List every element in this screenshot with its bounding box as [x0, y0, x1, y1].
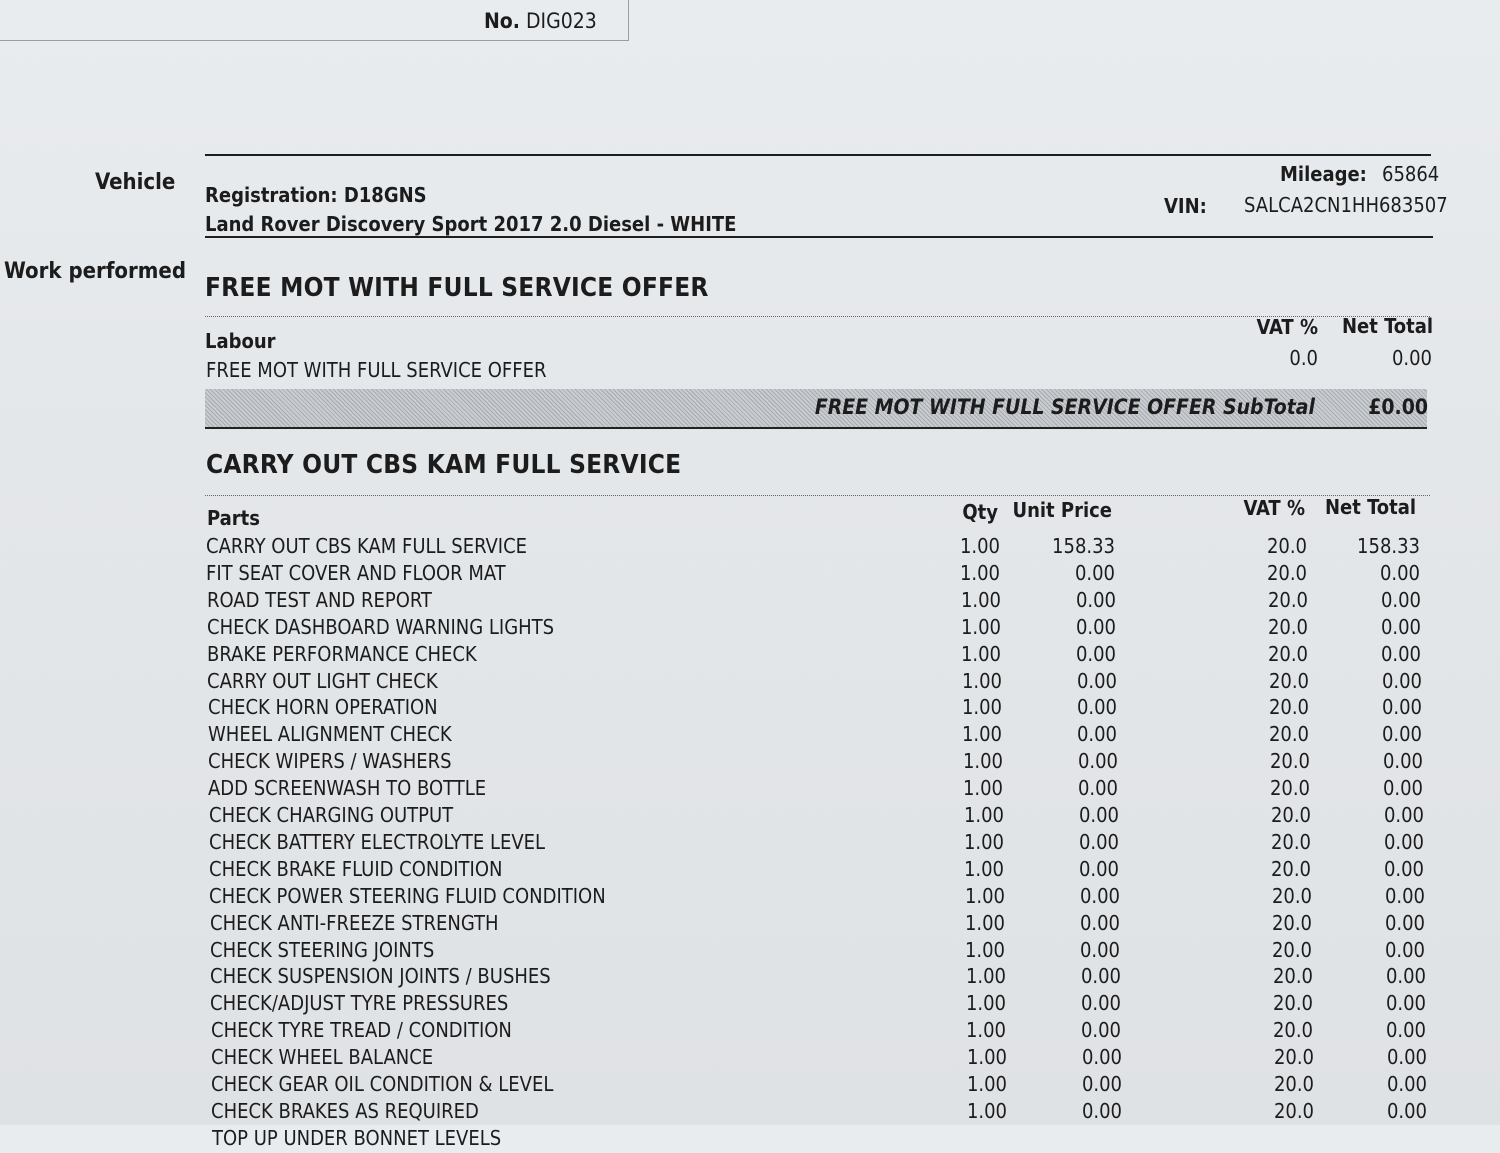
table-row: [0, 830, 1500, 857]
part-description: CARRY OUT LIGHT CHECK: [207, 668, 438, 693]
part-qty: 1.00: [966, 1072, 1007, 1096]
part-description: TOP UP UNDER BONNET LEVELS: [212, 1125, 502, 1150]
table-row: [0, 1099, 1500, 1126]
part-unit-price: 0.00: [1074, 560, 1115, 585]
part-net-total: 0.00: [1386, 1045, 1427, 1070]
part-qty: 1.00: [965, 964, 1006, 989]
invoice-number-label: No.: [484, 9, 520, 33]
part-net-total: 0.00: [1382, 749, 1423, 774]
part-qty: 1.00: [960, 587, 1001, 612]
part-qty: 1.00: [966, 1098, 1007, 1123]
invoice-number-box: [0, 0, 629, 41]
vehicle-bottom-rule: [205, 236, 1433, 238]
part-vat: 20.0: [1273, 1098, 1314, 1123]
table-row: [0, 991, 1500, 1018]
part-unit-price: 0.00: [1077, 749, 1118, 774]
table-row: [0, 534, 1500, 561]
part-description: CHECK BATTERY ELECTROLYTE LEVEL: [209, 829, 546, 854]
part-vat: 20.0: [1269, 776, 1310, 801]
part-vat: 20.0: [1268, 668, 1309, 693]
table-row: [0, 938, 1500, 965]
part-unit-price: 0.00: [1081, 1045, 1122, 1070]
part-net-total: 0.00: [1383, 803, 1424, 827]
part-vat: 20.0: [1266, 534, 1307, 558]
part-unit-price: 158.33: [1052, 534, 1115, 558]
part-unit-price: 0.00: [1079, 910, 1120, 935]
part-unit-price: 0.00: [1075, 641, 1116, 666]
part-vat: 20.0: [1272, 991, 1313, 1016]
table-row: [0, 911, 1500, 938]
part-net-total: 0.00: [1384, 883, 1425, 908]
part-vat: 20.0: [1267, 641, 1308, 666]
table-row: [0, 1018, 1500, 1045]
job1-title: FREE MOT WITH FULL SERVICE OFFER: [205, 273, 709, 303]
part-vat: 20.0: [1267, 587, 1308, 612]
part-qty: 1.00: [965, 991, 1006, 1016]
part-net-total: 0.00: [1379, 560, 1420, 585]
part-net-total: 0.00: [1380, 614, 1421, 639]
table-row: [0, 642, 1500, 669]
part-description: CHECK DASHBOARD WARNING LIGHTS: [207, 614, 555, 639]
part-vat: 20.0: [1270, 856, 1311, 881]
vin-value: SALCA2CN1HH683507: [1244, 193, 1448, 217]
part-description: CHECK HORN OPERATION: [208, 695, 438, 720]
part-net-total: 0.00: [1385, 1018, 1426, 1043]
vehicle-registration: Registration: D18GNS: [205, 183, 427, 207]
table-row: [0, 669, 1500, 696]
part-qty: 1.00: [960, 641, 1001, 666]
work-performed-label: Work performed: [4, 259, 187, 284]
net-total-header: Net Total: [1324, 495, 1416, 519]
vin-label: VIN:: [1164, 194, 1207, 218]
job1-section-label: Labour: [205, 329, 276, 353]
part-vat: 20.0: [1273, 1072, 1314, 1096]
part-unit-price: 0.00: [1078, 803, 1119, 827]
part-unit-price: 0.00: [1078, 856, 1119, 881]
table-row: [0, 561, 1500, 588]
vehicle-description: Land Rover Discovery Sport 2017 2.0 Diesel - WHITE: [205, 212, 737, 236]
part-description: CHECK WIPERS / WASHERS: [208, 749, 452, 774]
part-qty: 1.00: [962, 776, 1003, 801]
part-unit-price: 0.00: [1079, 883, 1120, 908]
part-unit-price: 0.00: [1078, 829, 1119, 854]
part-description: FIT SEAT COVER AND FLOOR MAT: [206, 560, 506, 585]
part-unit-price: 0.00: [1075, 587, 1116, 612]
part-description: CHECK BRAKE FLUID CONDITION: [209, 856, 503, 881]
part-unit-price: 0.00: [1075, 614, 1116, 639]
part-net-total: 0.00: [1381, 668, 1422, 693]
part-net-total: 0.00: [1384, 937, 1425, 962]
part-vat: 20.0: [1273, 1045, 1314, 1070]
part-qty: 1.00: [959, 560, 1000, 585]
part-net-total: 0.00: [1385, 991, 1426, 1016]
part-vat: 20.0: [1270, 803, 1311, 827]
table-row: [0, 857, 1500, 884]
unit-price-header: Unit Price: [1012, 498, 1112, 522]
part-qty: 1.00: [961, 668, 1002, 693]
vehicle-label: Vehicle: [95, 170, 176, 195]
part-vat: 20.0: [1269, 749, 1310, 774]
part-description: CHECK GEAR OIL CONDITION & LEVEL: [211, 1072, 554, 1096]
part-description: CHECK SUSPENSION JOINTS / BUSHES: [210, 964, 551, 989]
part-net-total: 158.33: [1357, 534, 1420, 558]
table-row: [0, 776, 1500, 803]
part-qty: 1.00: [963, 829, 1004, 854]
part-vat: 20.0: [1266, 560, 1307, 585]
table-row: [0, 1126, 1500, 1153]
part-description: CHECK STEERING JOINTS: [210, 937, 435, 962]
part-unit-price: 0.00: [1081, 1098, 1122, 1123]
part-vat: 20.0: [1271, 937, 1312, 962]
table-row: [0, 884, 1500, 911]
part-vat: 20.0: [1270, 829, 1311, 854]
job1-subtotal-bar: [205, 389, 1427, 429]
part-vat: 20.0: [1271, 910, 1312, 935]
part-description: CARRY OUT CBS KAM FULL SERVICE: [206, 534, 528, 558]
part-unit-price: 0.00: [1077, 776, 1118, 801]
parts-header: Parts: [207, 506, 260, 530]
table-row: [0, 588, 1500, 615]
part-description: CHECK/ADJUST TYRE PRESSURES: [210, 991, 509, 1016]
part-net-total: 0.00: [1386, 1098, 1427, 1123]
part-qty: 1.00: [960, 614, 1001, 639]
part-net-total: 0.00: [1385, 964, 1426, 989]
part-vat: 20.0: [1271, 883, 1312, 908]
invoice-number-value: DIG023: [525, 9, 597, 33]
part-qty: 1.00: [962, 749, 1003, 774]
part-unit-price: 0.00: [1080, 991, 1121, 1016]
part-vat: 20.0: [1268, 722, 1309, 747]
job1-vat-header: VAT %: [1256, 315, 1318, 339]
part-vat: 20.0: [1272, 1018, 1313, 1043]
part-net-total: 0.00: [1382, 776, 1423, 801]
invoice-number: [484, 9, 597, 33]
table-row: [0, 1072, 1500, 1099]
part-description: CHECK BRAKES AS REQUIRED: [211, 1098, 479, 1123]
part-net-total: 0.00: [1380, 641, 1421, 666]
job1-item: FREE MOT WITH FULL SERVICE OFFER: [206, 358, 547, 382]
part-unit-price: 0.00: [1079, 937, 1120, 962]
mileage-value: 65864: [1382, 162, 1440, 186]
part-description: CHECK ANTI-FREEZE STRENGTH: [210, 910, 499, 935]
part-net-total: 0.00: [1383, 856, 1424, 881]
table-row: [0, 722, 1500, 749]
vehicle-top-rule: [205, 154, 1431, 156]
part-description: CHECK CHARGING OUTPUT: [209, 803, 454, 827]
part-description: CHECK POWER STEERING FLUID CONDITION: [209, 883, 606, 908]
part-unit-price: 0.00: [1076, 695, 1117, 720]
part-description: BRAKE PERFORMANCE CHECK: [207, 641, 477, 666]
part-description: ADD SCREENWASH TO BOTTLE: [208, 776, 487, 801]
part-description: CHECK WHEEL BALANCE: [211, 1045, 434, 1070]
qty-header: Qty: [962, 500, 998, 524]
part-vat: 20.0: [1272, 964, 1313, 989]
table-row: [0, 1045, 1500, 1072]
job1-vat: 0.0: [1289, 346, 1318, 370]
part-net-total: 0.00: [1383, 829, 1424, 854]
table-row: [0, 749, 1500, 776]
mileage-label: Mileage:: [1280, 162, 1367, 186]
job2-title: CARRY OUT CBS KAM FULL SERVICE: [206, 450, 682, 480]
part-vat: 20.0: [1268, 695, 1309, 720]
table-row: [0, 803, 1500, 830]
job1-subtotal-value: £0.00: [1368, 395, 1428, 419]
part-unit-price: 0.00: [1076, 668, 1117, 693]
part-qty: 1.00: [966, 1045, 1007, 1070]
part-description: ROAD TEST AND REPORT: [207, 587, 432, 612]
part-net-total: 0.00: [1384, 910, 1425, 935]
part-net-total: 0.00: [1381, 722, 1422, 747]
part-unit-price: 0.00: [1080, 1018, 1121, 1043]
job1-net: 0.00: [1391, 346, 1432, 370]
part-description: WHEEL ALIGNMENT CHECK: [208, 722, 452, 747]
table-row: [0, 964, 1500, 991]
part-qty: 1.00: [965, 1018, 1006, 1043]
part-unit-price: 0.00: [1081, 1072, 1122, 1096]
part-net-total: 0.00: [1380, 587, 1421, 612]
part-unit-price: 0.00: [1076, 722, 1117, 747]
part-unit-price: 0.00: [1080, 964, 1121, 989]
part-qty: 1.00: [961, 722, 1002, 747]
part-qty: 1.00: [963, 856, 1004, 881]
part-qty: 1.00: [959, 534, 1000, 558]
part-net-total: 0.00: [1386, 1072, 1427, 1096]
part-description: CHECK TYRE TREAD / CONDITION: [211, 1018, 512, 1043]
part-qty: 1.00: [964, 937, 1005, 962]
part-qty: 1.00: [964, 883, 1005, 908]
part-qty: 1.00: [963, 803, 1004, 827]
part-vat: 20.0: [1267, 614, 1308, 639]
part-qty: 1.00: [964, 910, 1005, 935]
part-qty: 1.00: [961, 695, 1002, 720]
job1-net-header: Net Total: [1341, 314, 1433, 338]
table-row: [0, 695, 1500, 722]
job1-subtotal-label: FREE MOT WITH FULL SERVICE OFFER SubTotal: [814, 395, 1315, 419]
part-net-total: 0.00: [1381, 695, 1422, 720]
vat-header: VAT %: [1243, 496, 1305, 520]
table-row: [0, 615, 1500, 642]
